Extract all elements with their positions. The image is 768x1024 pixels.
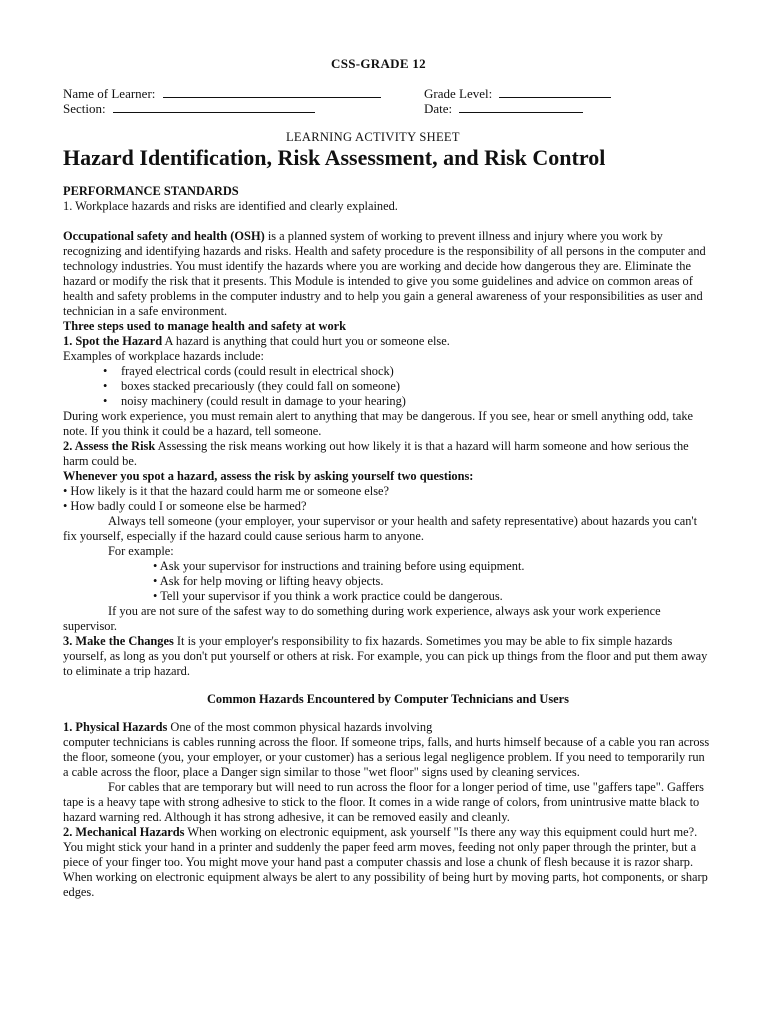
physical-text-3: For cables that are temporary but will need to run across the floor for a longer period of time, use "gaffers tape". Gaffers tape is a heavy tape with strong adhesive to stick to the floor. It comes in a wide range of colors, from unintrusive matte black to hazard warning red. Although it has strong adhesive, it can be removed easily and cleanly.: [63, 780, 704, 824]
physical-label: 1. Physical Hazards: [63, 720, 168, 734]
workplace-hazard-list: [63, 364, 713, 409]
step2-example: • Ask your supervisor for instructions and training before using equipment.: [153, 559, 525, 573]
sheet-label: LEARNING ACTIVITY SHEET: [286, 130, 460, 144]
step2-text: Assessing the risk means working out how likely it is that a hazard will harm someone and how serious the harm could be.: [63, 439, 689, 468]
section-blank[interactable]: [113, 101, 315, 113]
page-title: Hazard Identification, Risk Assessment, and Risk Control: [63, 145, 606, 170]
section-label: Section:: [63, 101, 106, 116]
step1-examples-intro: Examples of workplace hazards include:: [63, 349, 264, 363]
osh-text: is a planned system of working to prevent illness and injury where you work by recognizing and identifying hazards and risks. Health and safety procedure is the responsibility of all persons in the computer and technology industries. You must identify the hazards where you are working and decide how dangerous they are. Eliminate the hazard or modify the risk that it presents. This Module is intended to give you some guidelines and advice on common areas of health and safety problems in the computer industry and to help you gain a general awareness of your responsibilities as user and technician in a safe environment.: [63, 229, 706, 318]
step3-text: It is your employer's responsibility to fix hazards. Sometimes you may be able to fix simple hazards yourself, as long as you don't put yourself or others at risk. For example, you can pick up things from the floor and put them away to eliminate a trip hazard.: [63, 634, 708, 678]
grade-level-field[interactable]: [424, 86, 611, 102]
mechanical-hazards-paragraph: [63, 825, 713, 900]
performance-heading: PERFORMANCE STANDARDS: [63, 184, 239, 198]
name-of-learner-label: Name of Learner:: [63, 86, 156, 101]
step2-question: • How badly could I or someone else be harmed?: [63, 499, 307, 513]
step2-for-example: For example:: [108, 544, 174, 558]
step1-text: A hazard is anything that could hurt you or someone else.: [162, 334, 450, 348]
date-field[interactable]: [424, 101, 583, 117]
step2-questions-heading: Whenever you spot a hazard, assess the risk by asking yourself two questions:: [63, 469, 474, 483]
mechanical-text: When working on electronic equipment, ask yourself "Is there any way this equipment could hurt me?. You might stick your hand in a printer and suddenly the paper feed arm moves, feeding not only paper through the printer, but a piece of your finger too. You might move your hand past a computer chassis and lose a chunk of flesh because it is razor sharp. When working on electronic equipment always be alert to any possibility of being hurt by moving parts, hot components, or sharp edges.: [63, 825, 708, 899]
date-blank[interactable]: [459, 101, 583, 113]
name-of-learner-blank[interactable]: [163, 86, 381, 98]
step2-example: • Tell your supervisor if you think a work practice could be dangerous.: [153, 589, 503, 603]
step2-paragraph: [63, 439, 713, 469]
physical-hazards-paragraph: [63, 720, 713, 735]
step1-paragraph: [63, 334, 713, 349]
step2-tell: Always tell someone (your employer, your supervisor or your health and safety representative) about hazards you can't fix yourself, especially if the hazard could cause serious harm to anyone.: [63, 514, 698, 543]
grade-level-label: Grade Level:: [424, 86, 493, 101]
list-item: • boxes stacked precariously (they could fall on someone): [103, 379, 713, 394]
mechanical-label: 2. Mechanical Hazards: [63, 825, 185, 839]
date-label: Date:: [424, 101, 453, 116]
performance-item: 1. Workplace hazards and risks are identified and clearly explained.: [63, 199, 398, 213]
physical-text-2: computer technicians is cables running across the floor. If someone trips, falls, and hurts himself because of a cable you ran across the floor, someone (you, your employer, or your customer) has a serious legal negligence problem. If you need to temporarily run a cable across the floor, place a Danger sign similar to those "wet floor" signs used by cleaning services.: [63, 735, 710, 779]
osh-term: Occupational safety and health (OSH): [63, 229, 265, 243]
step1-label: 1. Spot the Hazard: [63, 334, 163, 348]
grade-header: CSS-GRADE 12: [331, 56, 426, 71]
osh-paragraph: [63, 229, 713, 319]
step2-label: 2. Assess the Risk: [63, 439, 156, 453]
step1-after: During work experience, you must remain alert to anything that may be dangerous. If you see, hear or smell anything odd, take note. If you think it could be a hazard, tell someone.: [63, 409, 694, 438]
step3-label: 3. Make the Changes: [63, 634, 174, 648]
grade-level-blank[interactable]: [499, 86, 611, 98]
step2-example: • Ask for help moving or lifting heavy objects.: [153, 574, 384, 588]
step2-not-sure: If you are not sure of the safest way to do something during work experience, always ask your work experience supervisor.: [63, 604, 661, 633]
list-item: • frayed electrical cords (could result in electrical shock): [103, 364, 713, 379]
step2-question: • How likely is it that the hazard could harm me or someone else?: [63, 484, 390, 498]
common-hazards-heading: Common Hazards Encountered by Computer Technicians and Users: [206, 692, 569, 706]
name-of-learner-field[interactable]: [63, 86, 381, 102]
steps-heading: Three steps used to manage health and safety at work: [63, 319, 347, 333]
physical-text: One of the most common physical hazards involving: [167, 720, 433, 734]
list-item: • noisy machinery (could result in damage to your hearing): [103, 394, 713, 409]
step3-paragraph: [63, 634, 713, 679]
document-body: [63, 184, 713, 900]
section-field[interactable]: [63, 101, 315, 117]
